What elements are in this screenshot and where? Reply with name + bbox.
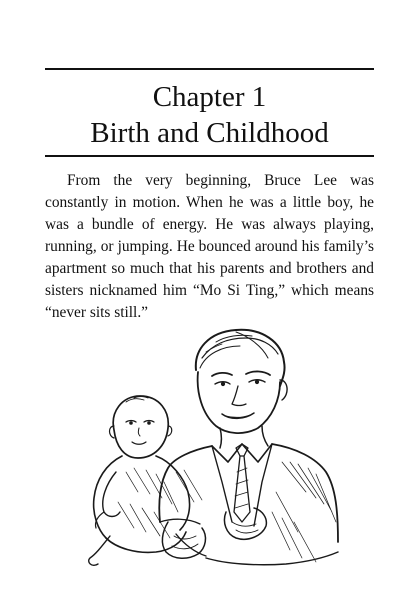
bottom-rule (45, 155, 374, 157)
top-rule (45, 68, 374, 70)
chapter-title: Birth and Childhood (90, 117, 329, 149)
chapter-paragraph: From the very beginning, Bruce Lee was constantly in motion. When he was a little boy, he was a bundle of energy. He was always playing, running, or jumping. He bounced around his family’s apartment so much that his parents and brothers and sisters nicknamed him “Mo Si Ting,” which means “never sits still.” (45, 172, 374, 321)
father-holding-baby-illustration (76, 322, 346, 572)
chapter-number: Chapter 1 (152, 81, 267, 113)
